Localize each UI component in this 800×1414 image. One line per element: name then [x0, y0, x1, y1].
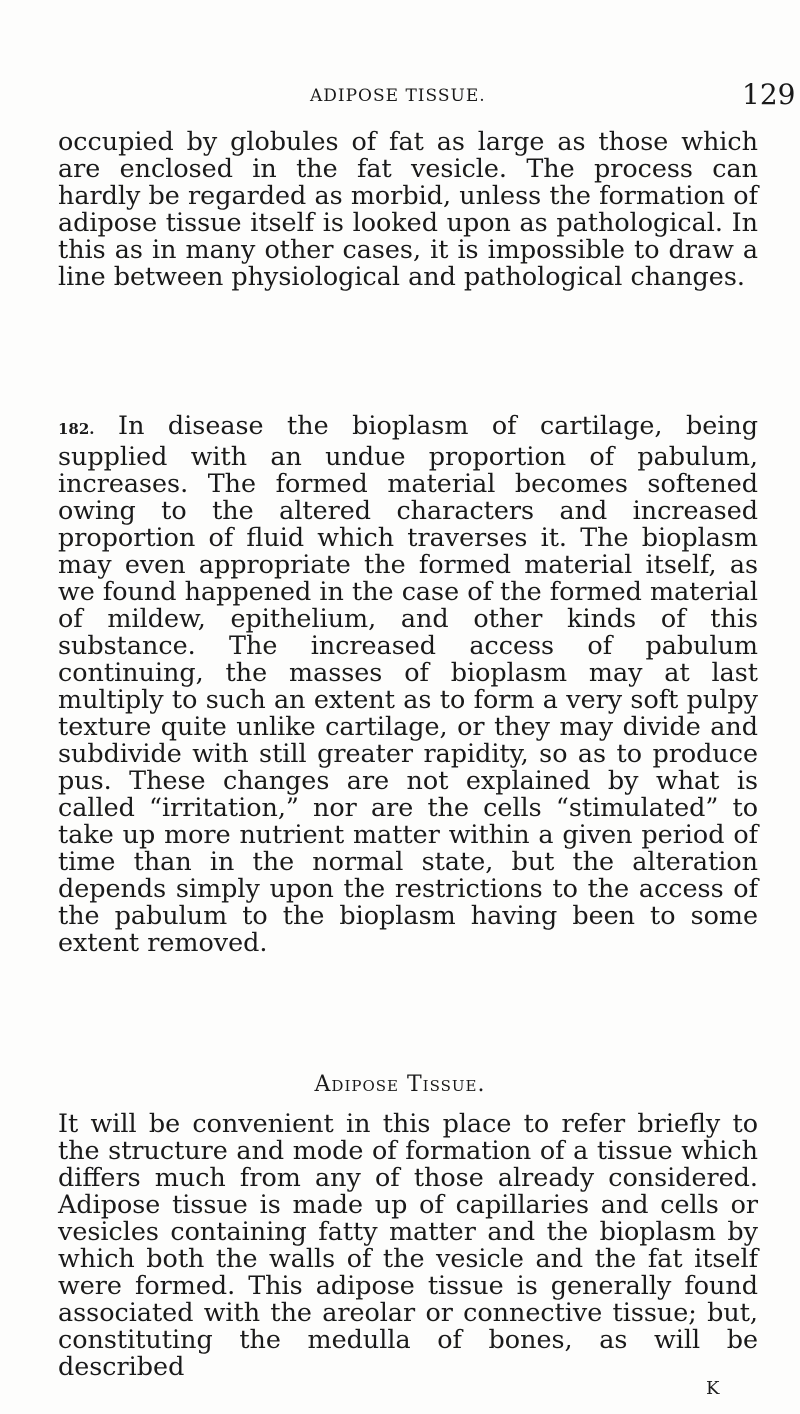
section-heading: Adipose Tissue. [314, 1072, 486, 1097]
paragraph-182 [58, 412, 758, 956]
paragraph-text: occupied by globules of fat as large as those which are enclosed in the fat vesicle. The process can hardly be regarded as morbid, unless the formation of adipose tissue itself is looked upon as pathological. In this as in many other cases, it is impossible to draw a line between physiological and pathological changes. [58, 126, 758, 291]
paragraph-text: It will be convenient in this place to refer briefly to the structure and mode of formation of a tissue which differs much from any of those already considered. Adipose tissue is made up of capillaries and cells or vesicles containing fatty matter and the bioplasm by which both the walls of the vesicle and the fat itself were formed. This adipose tissue is generally found associated with the areolar or connective tissue; but, constituting the medulla of bones, as will be described [58, 1108, 758, 1381]
paragraph-number: 182. [58, 420, 95, 438]
paragraph-text: In disease the bioplasm of cartilage, being supplied with an undue proportion of pabulum, increases. The formed material becomes softened owing to the altered characters and increased proportion of fluid which traverses it. The bioplasm may even appropriate the formed material itself, as we found happened in the case of the formed material of mildew, epithelium, and other kinds of this substance. The increased access of pabulum continuing, the masses of bioplasm may at last multiply to such an extent as to form a very soft pulpy texture quite unlike cartilage, or they may divide and subdivide with still greater rapidity, so as to produce pus. These changes are not explained by what is called “irritation,” nor are the cells “stimulated” to take up more nutrient matter within a given period of time than in the normal state, but the alteration depends simply upon the restrictions to the access of the pabulum to the bioplasm having been to some extent removed. [58, 410, 758, 957]
running-head: ADIPOSE TISSUE. [310, 86, 486, 106]
signature-mark: K [706, 1378, 720, 1399]
paragraph-continuation [58, 128, 758, 290]
section-paragraph [58, 1110, 758, 1380]
page-number: 129 [742, 78, 796, 111]
